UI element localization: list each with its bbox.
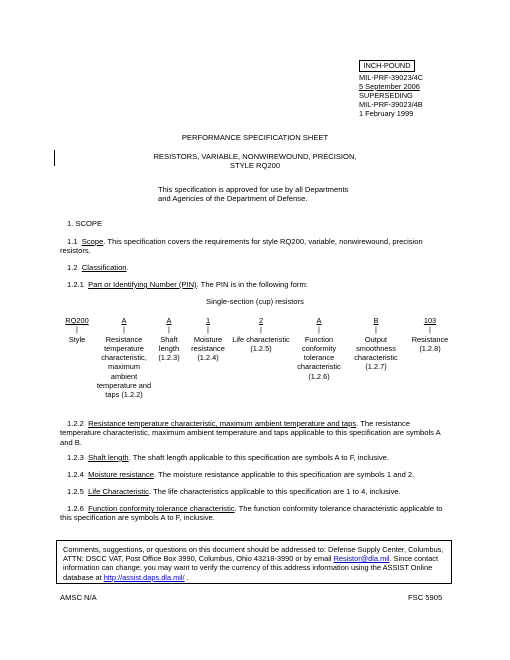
approval-line-2: and Agencies of the Department of Defense. [158, 194, 308, 203]
paragraph-1-2-5 [60, 487, 450, 496]
para-text: . The PIN is in the following form: [196, 280, 308, 289]
pin-label: Output smoothness characteristic (1.2.7) [354, 334, 398, 372]
para-num: 1.2.4 [67, 470, 84, 479]
para-num: 1.1 [67, 237, 78, 246]
para-num: 1.2.5 [67, 487, 84, 496]
para-text: . The shaft length applicable to this specification are symbols A to F, inclusive. [128, 453, 389, 462]
amsc-label: AMSC N/A [60, 593, 97, 602]
paragraph-1-2-1 [60, 280, 450, 289]
email-link[interactable]: Resistor@dla.mil [333, 554, 390, 564]
comments-text: Comments, suggestions, or questions on this document should be addressed to: Defense Supply Center, Columbus, ATTN: DSCC VAT, Post Office Box 3990, Columbus, Ohio 43218-3990 or by email [63, 545, 444, 564]
pin-arrow: | [318, 325, 320, 335]
item-title: RESISTORS, VARIABLE, NONWIREWOUND, PRECISION, [153, 152, 357, 161]
pin-column-life [232, 316, 290, 353]
pin-caption: Single-section (cup) resistors [206, 297, 304, 306]
superseded-doc-date: 1 February 1999 [359, 109, 414, 118]
superseded-doc-id: MIL-PRF-39023/4B [359, 100, 423, 109]
superseding-label: SUPERSEDING [359, 91, 413, 100]
pin-label: Function conformity tolerance characteristic (1.2.6) [297, 334, 341, 381]
para-title: Part or Identifying Number (PIN) [88, 280, 197, 289]
para-text: . The resistance temperature characteristic, maximum ambient temperature and taps applicable to this specification are symbols A and B. [60, 419, 441, 447]
pin-label: Shaft length (1.2.3) [158, 334, 180, 362]
doc-date: 5 September 2006 [359, 82, 420, 91]
para-num: 1.2.2 [67, 419, 84, 428]
paragraph-1-2-4 [60, 470, 450, 479]
comments-box [56, 540, 452, 584]
pin-code: RQ200 [65, 316, 89, 325]
sheet-title: PERFORMANCE SPECIFICATION SHEET [181, 133, 329, 142]
pin-code: A [166, 316, 172, 325]
para-text: . [126, 263, 129, 272]
pin-column-style [57, 316, 97, 344]
pin-arrow: | [123, 325, 125, 335]
item-style: STYLE RQ200 [229, 161, 281, 170]
pin-label: Style [68, 334, 86, 344]
pin-arrow: | [429, 325, 431, 335]
para-title: Scope [81, 237, 104, 246]
para-text: . The moisture resistance applicable to this specification are symbols 1 and 2. [153, 470, 415, 479]
pin-code: 103 [423, 316, 437, 325]
pin-column-resistance-temp [96, 316, 152, 399]
para-num: 1.2.3 [67, 453, 84, 462]
pin-arrow: | [375, 325, 377, 335]
pin-code: A [316, 316, 322, 325]
para-title: Resistance temperature characteristic, maximum ambient temperature and taps [88, 419, 357, 428]
pin-code: A [121, 316, 127, 325]
pin-column-function-conformity [290, 316, 348, 381]
pin-column-output-smoothness [346, 316, 406, 372]
pin-label: Resistance (1.2.8) [411, 334, 449, 353]
pin-arrow: | [207, 325, 209, 335]
inch-pound-label: INCH-POUND [363, 61, 411, 70]
para-num: 1.2.1 [67, 280, 84, 289]
para-title: Shaft length [88, 453, 129, 462]
para-text: . This specification covers the requirements for style RQ200, variable, nonwirewound, precision resistors. [60, 237, 423, 256]
scope-heading: 1. SCOPE [67, 219, 103, 228]
pin-label: Life characteristic (1.2.5) [232, 334, 290, 353]
pin-code: B [373, 316, 379, 325]
comments-text: . [184, 572, 189, 582]
pin-arrow: | [168, 325, 170, 335]
para-title: Function conformity tolerance characteristic [88, 504, 235, 513]
assist-url-link[interactable]: http://assist.daps.dla.mil/ [103, 572, 185, 582]
pin-code: 2 [258, 316, 264, 325]
pin-column-resistance [404, 316, 456, 353]
para-title: Classification [81, 263, 127, 272]
pin-column-shaft-length [151, 316, 187, 362]
para-text: . The function conformity tolerance characteristic applicable to this specification are symbols A to F, inclusive. [60, 504, 443, 523]
para-title: Moisture resistance [88, 470, 154, 479]
para-title: Life Characteristic [88, 487, 149, 496]
comments-text: . Since contact information can change, you may want to verify the currency of this address information using the ASSIST Online database at [63, 554, 439, 582]
para-num: 1.2.6 [67, 504, 84, 513]
fsc-label: FSC 5905 [408, 593, 443, 602]
pin-code: 1 [205, 316, 211, 325]
pin-label: Moisture resistance (1.2.4) [191, 334, 225, 362]
pin-arrow: | [260, 325, 262, 335]
paragraph-1-2 [60, 263, 450, 272]
inch-pound-box [359, 60, 415, 72]
paragraph-1-1 [60, 237, 450, 256]
pin-column-moisture [186, 316, 230, 362]
para-text: . The life characteristics applicable to this specification are 1 to 4, inclusive. [148, 487, 401, 496]
pin-label: Resistance temperature characteristic, maximum ambient temperature and taps (1.2.2) [96, 334, 152, 399]
doc-id: MIL-PRF-39023/4C [359, 73, 424, 82]
approval-line-1: This specification is approved for use by all Departments [158, 185, 349, 194]
paragraph-1-2-2 [60, 419, 450, 447]
paragraph-1-2-6 [60, 504, 450, 523]
para-num: 1.2 [67, 263, 78, 272]
paragraph-1-2-3 [60, 453, 450, 462]
pin-arrow: | [76, 325, 78, 335]
